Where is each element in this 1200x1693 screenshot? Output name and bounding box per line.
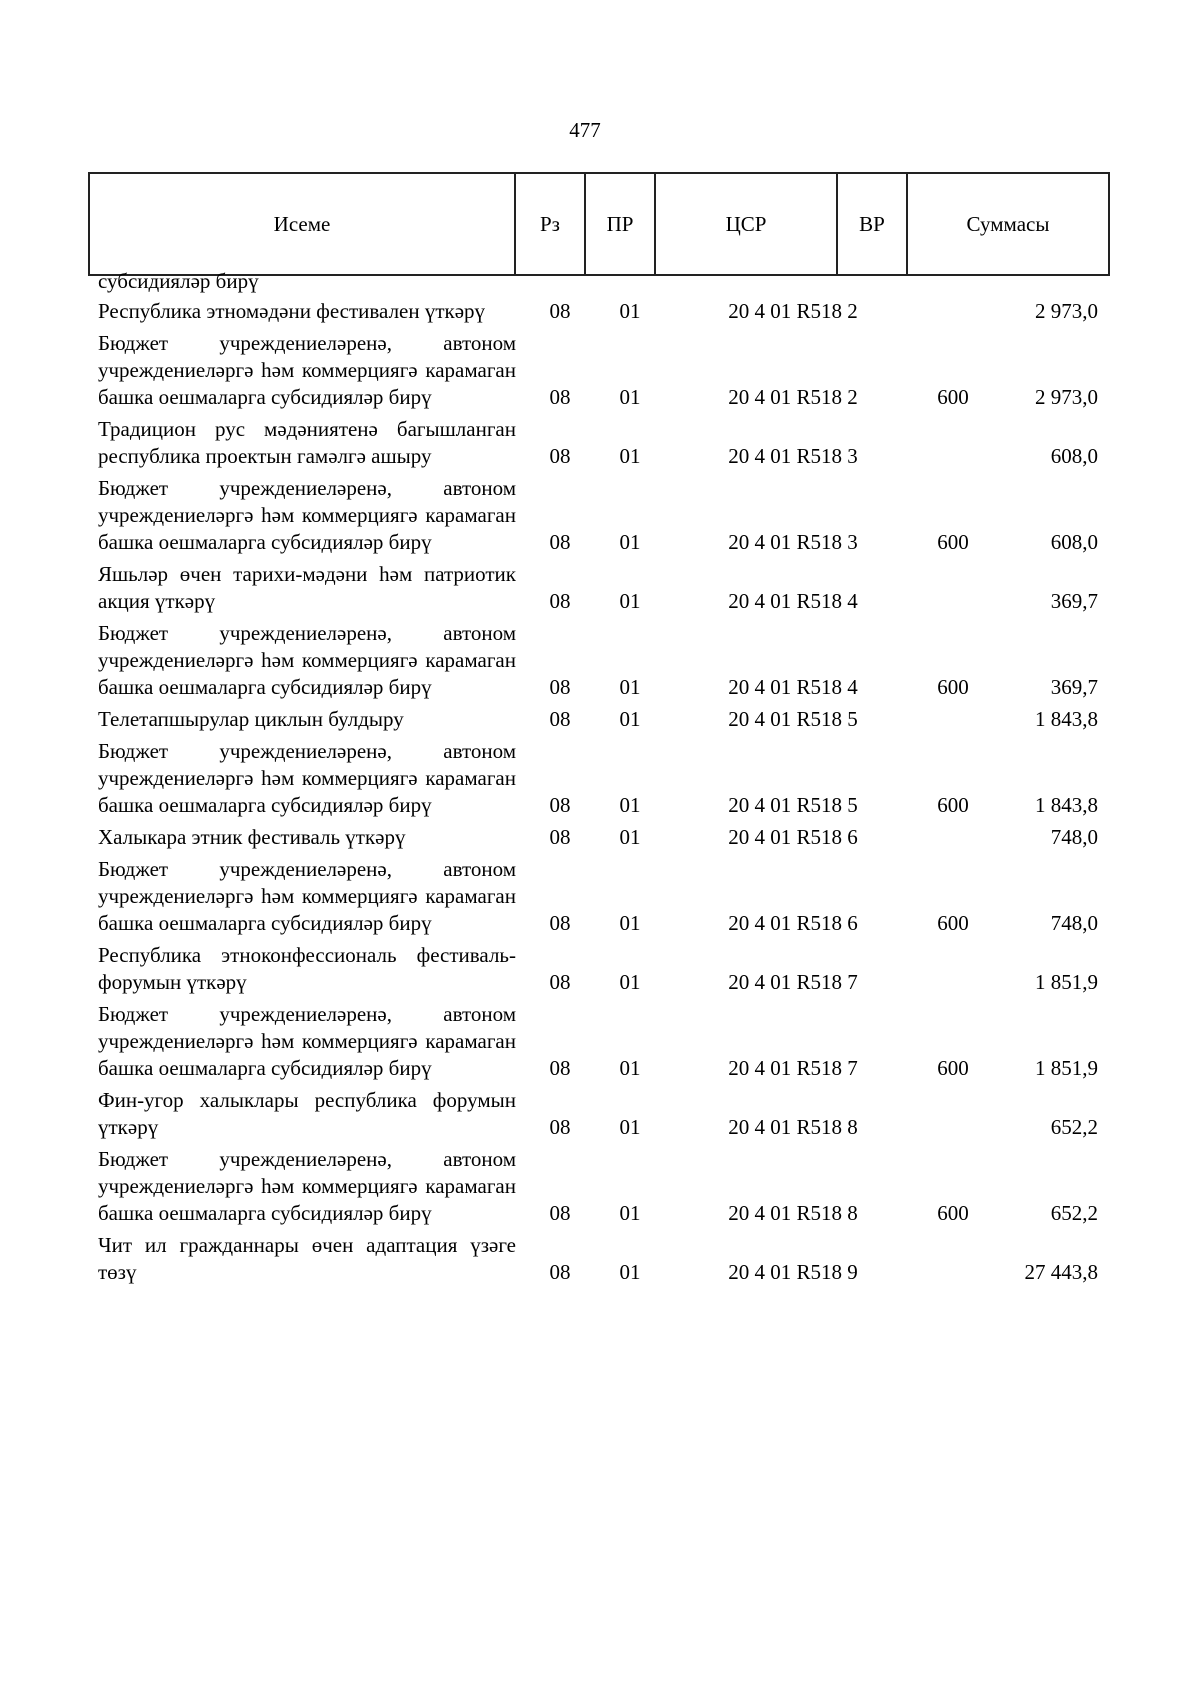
row-pr: 01 [619,589,641,613]
row-sum: 652,2 [1050,1115,1098,1139]
row-csr: 20 4 01 R518 2 [728,385,858,409]
row-csr: 20 4 01 R518 9 [728,1260,858,1284]
row-pr: 01 [619,707,641,731]
row-csr: 20 4 01 R518 4 [728,589,858,613]
row-rz: 08 [549,444,571,468]
table-body [88,268,1098,1286]
row-csr: 20 4 01 R518 5 [728,793,858,817]
row-sum: 27 443,8 [1024,1260,1098,1284]
row-vr: 600 [937,675,969,699]
row-rz: 08 [549,707,571,731]
table-row [88,1087,1098,1141]
row-name: Телетапшырулар циклын булдыру [98,707,404,731]
row-name: Бюджет учреждениеләренә, автоном учреждениеләргә һәм коммерциягә карамаган башка оешмаларга субсидияләр бирү [98,476,516,554]
row-rz: 08 [549,530,571,554]
row-pr: 01 [619,1201,641,1225]
row-name: субсидияләр бирү [98,269,259,293]
row-vr: 600 [937,385,969,409]
row-name: Республика этноконфессиональ фестиваль-форумын үткәрү [98,943,516,994]
row-pr: 01 [619,825,641,849]
row-sum: 1 843,8 [1035,793,1098,817]
row-rz: 08 [549,385,571,409]
row-csr: 20 4 01 R518 3 [728,530,858,554]
table-row [88,1146,1098,1227]
header-rz: Рз [515,173,585,275]
row-csr: 20 4 01 R518 8 [728,1115,858,1139]
row-rz: 08 [549,825,571,849]
row-pr: 01 [619,1260,641,1284]
row-name: Республика этномәдәни фестивален үткәрү [98,299,486,323]
table-row [88,298,1098,325]
row-vr: 600 [937,911,969,935]
row-name: Бюджет учреждениеләренә, автоном учреждениеләргә һәм коммерциягә карамаган башка оешмаларга субсидияләр бирү [98,857,516,935]
row-csr: 20 4 01 R518 3 [728,444,858,468]
header-sum: Суммасы [907,173,1109,275]
row-csr: 20 4 01 R518 8 [728,1201,858,1225]
table-row [88,620,1098,701]
row-sum: 748,0 [1050,911,1098,935]
row-pr: 01 [619,1056,641,1080]
row-sum: 369,7 [1050,589,1098,613]
row-pr: 01 [619,530,641,554]
row-vr: 600 [937,530,969,554]
page-number: 477 [569,118,601,142]
row-name: Халыкара этник фестиваль үткәрү [98,825,406,849]
row-pr: 01 [619,793,641,817]
row-pr: 01 [619,385,641,409]
table-header [88,172,1110,276]
row-name: Бюджет учреждениеләренә, автоном учреждениеләргә һәм коммерциягә карамаган башка оешмаларга субсидияләр бирү [98,1002,516,1080]
row-pr: 01 [619,299,641,323]
row-name: Яшьләр өчен тарихи-мәдәни һәм патриотик акция үткәрү [98,562,516,613]
table-row [88,1001,1098,1082]
row-sum: 369,7 [1050,675,1098,699]
row-csr: 20 4 01 R518 6 [728,911,858,935]
table-row [88,475,1098,556]
table-row [88,738,1098,819]
row-sum: 608,0 [1050,444,1098,468]
row-sum: 1 851,9 [1035,1056,1098,1080]
table-row [88,416,1098,470]
row-sum: 652,2 [1050,1201,1098,1225]
row-csr: 20 4 01 R518 7 [728,1056,858,1080]
row-rz: 08 [549,589,571,613]
table-row [88,856,1098,937]
row-sum: 2 973,0 [1035,299,1098,323]
table-row [88,706,1098,733]
header-csr: ЦСР [655,173,837,275]
row-rz: 08 [549,911,571,935]
row-pr: 01 [619,675,641,699]
row-rz: 08 [549,1260,571,1284]
row-rz: 08 [549,1201,571,1225]
row-pr: 01 [619,1115,641,1139]
row-pr: 01 [619,444,641,468]
header-pr: ПР [585,173,655,275]
row-csr: 20 4 01 R518 5 [728,707,858,731]
row-rz: 08 [549,299,571,323]
row-name: Бюджет учреждениеләренә, автоном учреждениеләргә һәм коммерциягә карамаган башка оешмаларга субсидияләр бирү [98,621,516,699]
row-pr: 01 [619,970,641,994]
row-vr: 600 [937,1201,969,1225]
table-row [88,942,1098,996]
row-csr: 20 4 01 R518 6 [728,825,858,849]
row-name: Бюджет учреждениеләренә, автоном учреждениеләргә һәм коммерциягә карамаган башка оешмаларга субсидияләр бирү [98,1147,516,1225]
row-rz: 08 [549,1115,571,1139]
table-row [88,1232,1098,1286]
table-row [88,268,1098,295]
table-row [88,561,1098,615]
table-row [88,824,1098,851]
row-sum: 1 851,9 [1035,970,1098,994]
row-csr: 20 4 01 R518 4 [728,675,858,699]
header-name: Исеме [89,173,515,275]
row-csr: 20 4 01 R518 2 [728,299,858,323]
row-rz: 08 [549,1056,571,1080]
row-sum: 608,0 [1050,530,1098,554]
row-sum: 748,0 [1050,825,1098,849]
row-name: Бюджет учреждениеләренә, автоном учреждениеләргә һәм коммерциягә карамаган башка оешмаларга субсидияләр бирү [98,739,516,817]
table-row [88,330,1098,411]
row-name: Бюджет учреждениеләренә, автоном учреждениеләргә һәм коммерциягә карамаган башка оешмаларга субсидияләр бирү [98,331,516,409]
row-vr: 600 [937,1056,969,1080]
row-name: Традицион рус мәдәниятенә багышланган республика проектын гамәлгә ашыру [98,417,516,468]
header-vr: ВР [837,173,907,275]
row-name: Фин-угор халыклары республика форумын үткәрү [98,1088,516,1139]
row-rz: 08 [549,793,571,817]
row-name: Чит ил гражданнары өчен адаптация үзәге төзү [98,1233,516,1284]
row-vr: 600 [937,793,969,817]
row-rz: 08 [549,675,571,699]
row-pr: 01 [619,911,641,935]
row-csr: 20 4 01 R518 7 [728,970,858,994]
row-sum: 1 843,8 [1035,707,1098,731]
row-sum: 2 973,0 [1035,385,1098,409]
row-rz: 08 [549,970,571,994]
